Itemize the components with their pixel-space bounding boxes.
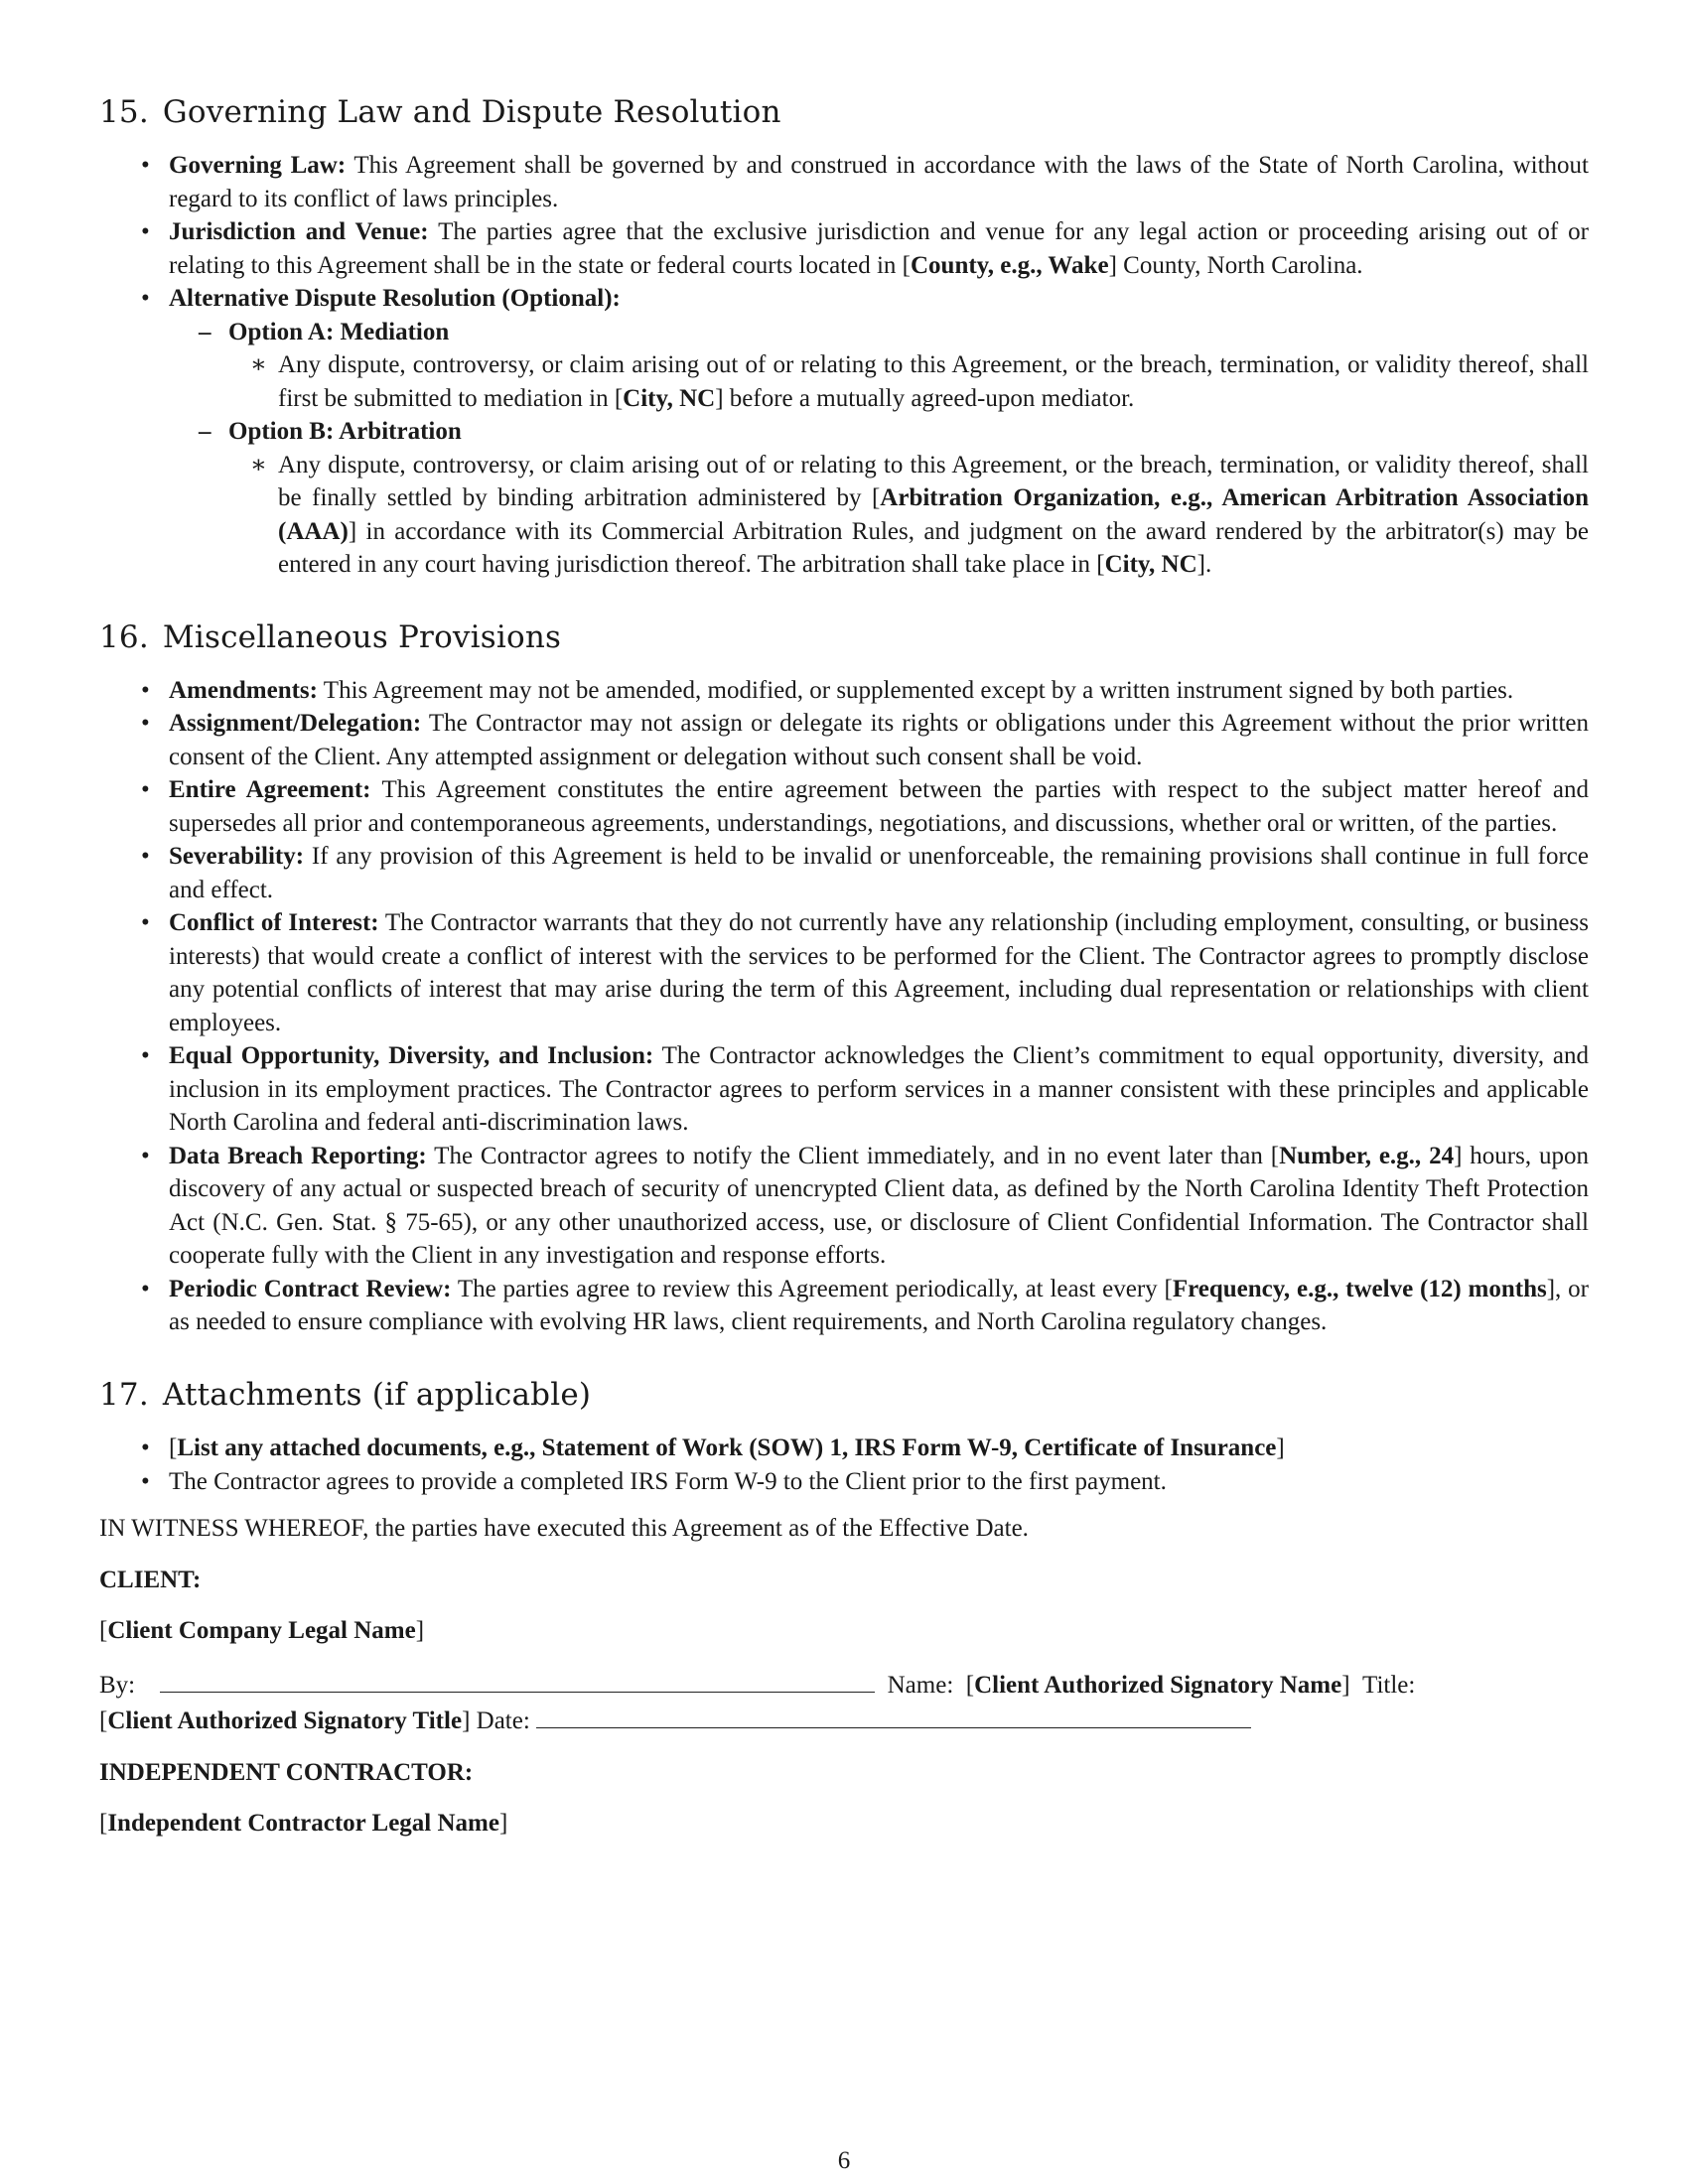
client-date-field[interactable] bbox=[536, 1702, 1251, 1728]
bullet-icon: • bbox=[141, 1042, 150, 1070]
w9-item: • The Contractor agrees to provide a completed IRS Form W-9 to the Client prior to the first payment. bbox=[99, 1465, 1589, 1499]
dash-icon: – bbox=[199, 418, 211, 446]
client-heading: CLIENT: bbox=[99, 1566, 202, 1593]
client-title-date-line: [Client Authorized Signatory Title] Date: bbox=[99, 1702, 1589, 1738]
option-b-sublist bbox=[228, 449, 1589, 582]
adr-options bbox=[169, 316, 1589, 582]
bullet-icon: • bbox=[141, 1434, 150, 1462]
amendments-item: • Amendments: This Agreement may not be amended, modified, or supplemented except by a written instrument signed by both parties. bbox=[99, 674, 1589, 708]
bullet-icon: • bbox=[141, 710, 150, 738]
option-b-text: ∗ Any dispute, controversy, or claim arising out of or relating to this Agreement, or the breach, termination, or validity thereof, shall be finally settled by binding arbitration administered by [Arbitration Organization, e.g., American Arbitration Association (AAA)] in accordance with its Commercial Arbitration Rules, and judgment on the award rendered by the arbitrator(s) may be entered in any court having jurisdiction thereof. The arbitration shall take place in [City, NC]. bbox=[228, 449, 1589, 582]
bullet-icon: • bbox=[141, 1275, 150, 1302]
section-15-heading: 15. Governing Law and Dispute Resolution bbox=[99, 94, 781, 130]
assignment-item: • Assignment/Delegation: The Contractor may not assign or delegate its rights or obligations under this Agreement without the prior written consent of the Client. Any attempted assignment or delegation without such consent shall be void. bbox=[99, 707, 1589, 773]
conflict-of-interest-item: • Conflict of Interest: The Contractor warrants that they do not currently have any relationship (including employment, consulting, or business interests) that would create a conflict of interest with the services to be performed for the Client. The Contractor agrees to promptly disclose any potential conflicts of interest that may arise during the term of this Agreement, including dual representation or relationships with client employees. bbox=[99, 906, 1589, 1039]
adr-item: • Alternative Dispute Resolution (Optional): – Option A: Mediation ∗ Any dispute, controversy, or claim arising out of or relating to this Agreement, or the breach, termination, or validity thereof, shall first be submitted to mediation in [City, NC] before a mutually agreed-upon mediator. – Option B: Arbitration ∗ Any dispute, controversy, or claim arising out of or relating to this Agreement, or the breach, termination, or validity thereof, shall be finally settled by binding arbitration administered by [Arbitration Organization, e.g., American Arbitration Association (AAA)] in accordance with its Commercial Arbitration Rules, and judgment on the award rendered by the arbitrator(s) may be entered in any court having jurisdiction thereof. The arbitration shall take place in [City, NC]. bbox=[99, 282, 1589, 582]
page-number: 6 bbox=[837, 2147, 851, 2174]
client-company-name: [Client Company Legal Name] bbox=[99, 1617, 425, 1645]
bullet-icon: • bbox=[141, 1467, 150, 1495]
bullet-icon: • bbox=[141, 843, 150, 871]
section-15-list bbox=[99, 149, 1589, 582]
document-page bbox=[99, 94, 1589, 1854]
contractor-legal-name: [Independent Contractor Legal Name] bbox=[99, 1810, 508, 1838]
bullet-icon: • bbox=[141, 152, 150, 180]
jurisdiction-item: • Jurisdiction and Venue: The parties agree that the exclusive jurisdiction and venue for any legal action or proceeding arising out of or relating to this Agreement shall be in the state or federal courts located in [County, e.g., Wake] County, North Carolina. bbox=[99, 215, 1589, 282]
section-16-list bbox=[99, 674, 1589, 1339]
bullet-icon: • bbox=[141, 909, 150, 937]
client-signature-line: By: Name: [Client Authorized Signatory Name] Title: bbox=[99, 1666, 1589, 1703]
bullet-icon: • bbox=[141, 1142, 150, 1169]
data-breach-item: • Data Breach Reporting: The Contractor agrees to notify the Client immediately, and in no event later than [Number, e.g., 24] hours, upon discovery of any actual or suspected breach of security of unencrypted Client data, as defined by the North Carolina Identity Theft Protection Act (N.C. Gen. Stat. § 75-65), or any other unauthorized access, use, or disclosure of Client Confidential Information. The Contractor shall cooperate fully with the Client in any investigation and response efforts. bbox=[99, 1140, 1589, 1273]
bullet-icon: • bbox=[141, 676, 150, 704]
entire-agreement-item: • Entire Agreement: This Agreement constitutes the entire agreement between the parties with respect to the subject matter hereof and supersedes all prior and contemporaneous agreements, understandings, negotiations, and discussions, whether oral or written, of the parties. bbox=[99, 773, 1589, 840]
section-16-heading: 16. Miscellaneous Provisions bbox=[99, 618, 562, 655]
contractor-heading: INDEPENDENT CONTRACTOR: bbox=[99, 1758, 474, 1786]
bullet-icon: • bbox=[141, 218, 150, 246]
option-a-item: – Option A: Mediation ∗ Any dispute, controversy, or claim arising out of or relating to this Agreement, or the breach, termination, or validity thereof, shall first be submitted to mediation in [City, NC] before a mutually agreed-upon mediator. bbox=[169, 316, 1589, 416]
witness-statement: IN WITNESS WHEREOF, the parties have executed this Agreement as of the Effective Date. bbox=[99, 1515, 1029, 1543]
client-signature-field[interactable] bbox=[160, 1666, 875, 1693]
option-b-item: – Option B: Arbitration ∗ Any dispute, controversy, or claim arising out of or relating to this Agreement, or the breach, termination, or validity thereof, shall be finally settled by binding arbitration administered by [Arbitration Organization, e.g., American Arbitration Association (AAA)] in accordance with its Commercial Arbitration Rules, and judgment on the award rendered by the arbitrator(s) may be entered in any court having jurisdiction thereof. The arbitration shall take place in [City, NC]. bbox=[169, 415, 1589, 582]
asterisk-icon: ∗ bbox=[250, 351, 267, 379]
attachments-list-item: • [List any attached documents, e.g., Statement of Work (SOW) 1, IRS Form W-9, Certificate of Insurance] bbox=[99, 1432, 1589, 1465]
section-17-heading: 17. Attachments (if applicable) bbox=[99, 1376, 592, 1413]
option-a-sublist bbox=[228, 348, 1589, 415]
section-17-list bbox=[99, 1432, 1589, 1498]
option-a-text: ∗ Any dispute, controversy, or claim arising out of or relating to this Agreement, or the breach, termination, or validity thereof, shall first be submitted to mediation in [City, NC] before a mutually agreed-upon mediator. bbox=[228, 348, 1589, 415]
dash-icon: – bbox=[199, 318, 211, 345]
bullet-icon: • bbox=[141, 776, 150, 804]
equal-opportunity-item: • Equal Opportunity, Diversity, and Inclusion: The Contractor acknowledges the Client’s commitment to equal opportunity, diversity, and inclusion in its employment practices. The Contractor agrees to perform services in a manner consistent with these principles and applicable North Carolina and federal anti-discrimination laws. bbox=[99, 1039, 1589, 1140]
asterisk-icon: ∗ bbox=[250, 451, 267, 478]
governing-law-item: • Governing Law: This Agreement shall be governed by and construed in accordance with the laws of the State of North Carolina, without regard to its conflict of laws principles. bbox=[99, 149, 1589, 215]
bullet-icon: • bbox=[141, 285, 150, 313]
severability-item: • Severability: If any provision of this Agreement is held to be invalid or unenforceable, the remaining provisions shall continue in full force and effect. bbox=[99, 840, 1589, 906]
contract-review-item: • Periodic Contract Review: The parties agree to review this Agreement periodically, at least every [Frequency, e.g., twelve (12) months], or as needed to ensure compliance with evolving HR laws, client requirements, and North Carolina regulatory changes. bbox=[99, 1273, 1589, 1339]
